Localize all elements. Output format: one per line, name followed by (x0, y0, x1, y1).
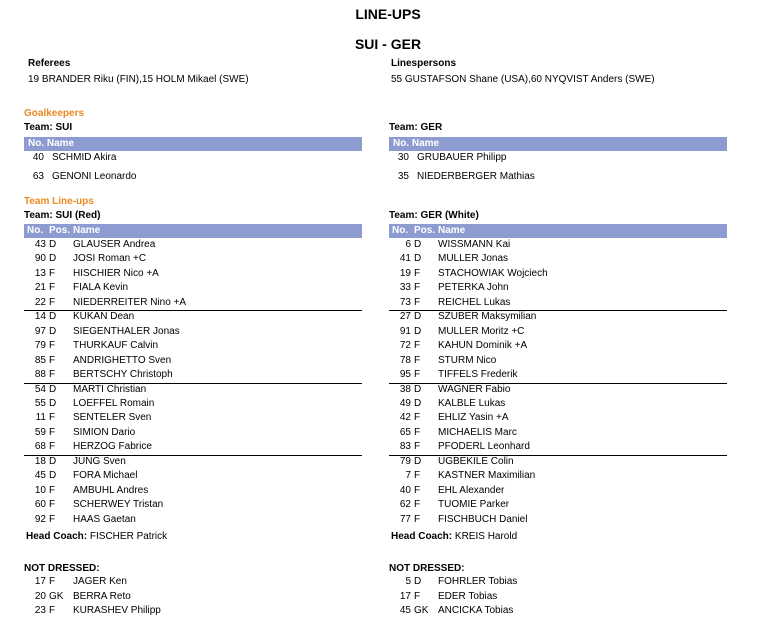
goalkeepers-heading: Goalkeepers (24, 108, 85, 119)
not-dressed-row (389, 590, 727, 604)
lineup-row (24, 440, 362, 454)
lineup-row (389, 383, 727, 397)
player-number: 49 (399, 397, 411, 409)
player-number: 79 (399, 455, 411, 467)
player-name: REICHEL Lukas (438, 296, 511, 308)
player-position: F (414, 296, 421, 308)
lineup-row (389, 339, 727, 353)
player-position: D (414, 455, 422, 467)
player-number: 6 (405, 239, 411, 250)
player-number: 18 (34, 455, 46, 467)
player-position: F (49, 576, 56, 587)
lineup-row (389, 354, 727, 368)
player-position: F (414, 340, 421, 352)
lineup-row (24, 252, 362, 266)
player-position: D (414, 253, 422, 265)
lineup-row (389, 368, 727, 382)
player-number: 95 (399, 369, 411, 381)
player-number: 5 (405, 576, 411, 587)
player-number: 59 (34, 426, 46, 438)
player-name: EHLIZ Yasin +A (438, 412, 509, 424)
player-position: D (49, 239, 57, 250)
lineup-row (389, 498, 727, 512)
player-position: F (414, 513, 421, 525)
player-position: D (414, 397, 422, 409)
lineup-row (24, 411, 362, 425)
head-coach-label: Head Coach: (391, 531, 453, 542)
player-name: PFODERL Leonhard (438, 441, 530, 453)
lineup-row (24, 296, 362, 310)
player-name: STACHOWIAK Wojciech (438, 267, 548, 279)
player-number: 63 (32, 171, 44, 182)
player-number: 13 (34, 267, 46, 279)
lineup-team-ger: Team: GER (White) (389, 210, 479, 221)
not-dressed-label-sui: NOT DRESSED: (24, 563, 100, 574)
lineup-row (389, 469, 727, 483)
header-no: No. (392, 225, 409, 236)
lineups-heading: Team Line-ups (24, 196, 94, 207)
not-dressed-label-ger: NOT DRESSED: (389, 563, 465, 574)
player-name: FORA Michael (73, 470, 138, 482)
player-name: WAGNER Fabio (438, 383, 511, 395)
player-number: 40 (399, 484, 411, 496)
player-name: MICHAELIS Marc (438, 426, 517, 438)
player-number: 65 (399, 426, 411, 438)
player-position: F (49, 605, 56, 616)
player-name: BERRA Reto (73, 590, 131, 602)
player-number: 22 (34, 296, 46, 308)
player-position: D (414, 383, 422, 395)
player-position: F (414, 590, 421, 602)
match-title: SUI - GER (354, 36, 422, 52)
goalkeeper-row (28, 151, 366, 165)
lineup-row (24, 339, 362, 353)
lineup-row (389, 426, 727, 440)
player-position: F (49, 354, 56, 366)
player-position: F (414, 470, 421, 482)
lineup-row (389, 484, 727, 498)
player-position: D (414, 239, 422, 250)
player-name: KAHUN Dominik +A (438, 340, 528, 352)
player-position: F (49, 513, 56, 525)
player-position: D (49, 455, 57, 467)
player-name: JAGER Ken (73, 576, 127, 587)
player-number: 62 (399, 499, 411, 511)
player-name: ANCICKA Tobias (438, 605, 514, 616)
player-position: F (49, 412, 56, 424)
lineup-row (389, 325, 727, 339)
player-name: GRUBAUER Philipp (417, 152, 507, 163)
player-name: SCHERWEY Tristan (73, 499, 164, 511)
lineup-row (24, 325, 362, 339)
not-dressed-row (24, 575, 362, 589)
lineup-row (24, 469, 362, 483)
player-position: D (49, 311, 57, 323)
player-position: F (414, 412, 421, 424)
player-name: WISSMANN Kai (438, 239, 511, 250)
player-position: GK (414, 605, 429, 616)
player-position: F (49, 282, 56, 294)
lineup-header-sui (24, 224, 362, 238)
lineup-header-ger (389, 224, 727, 238)
player-number: 38 (399, 383, 411, 395)
player-number: 88 (34, 369, 46, 381)
player-number: 97 (34, 325, 46, 337)
player-name: FISCHBUCH Daniel (438, 513, 528, 525)
player-name: SCHMID Akira (52, 152, 117, 163)
player-number: 11 (35, 412, 46, 424)
player-name: GLAUSER Andrea (73, 239, 156, 250)
player-number: 23 (34, 605, 46, 616)
player-name: SZUBER Maksymilian (438, 311, 537, 323)
player-number: 33 (399, 282, 411, 294)
lineup-row (24, 513, 362, 527)
player-position: F (49, 426, 56, 438)
player-name: MULLER Moritz +C (438, 325, 525, 337)
player-number: 7 (405, 470, 411, 482)
lineup-row (389, 310, 727, 324)
player-number: 14 (34, 311, 46, 323)
head-coach-ger (391, 531, 517, 542)
lineup-row (24, 455, 362, 469)
player-position: F (414, 426, 421, 438)
player-position: F (49, 340, 56, 352)
not-dressed-row (389, 575, 727, 589)
player-number: 42 (399, 412, 411, 424)
header-name: Name (438, 225, 466, 236)
player-number: 35 (397, 171, 409, 182)
header-no: No. (27, 225, 44, 236)
player-name: BERTSCHY Christoph (73, 369, 173, 381)
head-coach-label: Head Coach: (26, 531, 88, 542)
player-name: KUKAN Dean (73, 311, 135, 323)
gk-team-ger: Team: GER (389, 122, 443, 133)
goalkeeper-row (393, 170, 731, 184)
goalkeeper-row (393, 151, 731, 165)
header-pos: Pos. (49, 225, 71, 236)
player-name: KALBLE Lukas (438, 397, 506, 409)
player-name: SIEGENTHALER Jonas (73, 325, 180, 337)
player-position: F (414, 484, 421, 496)
head-coach-sui (26, 531, 167, 542)
player-position: F (49, 369, 56, 381)
lineup-row (389, 281, 727, 295)
referees-label: Referees (28, 58, 71, 69)
player-name: HAAS Gaetan (73, 513, 136, 525)
player-position: D (414, 576, 422, 587)
player-name: JOSI Roman +C (73, 253, 147, 265)
header-pos: Pos. (414, 225, 436, 236)
player-number: 17 (399, 590, 411, 602)
player-position: D (49, 325, 57, 337)
lineup-row (389, 397, 727, 411)
player-number: 40 (32, 152, 44, 163)
player-position: F (414, 354, 421, 366)
page-title: LINE-UPS (355, 6, 421, 22)
player-position: F (49, 267, 56, 279)
player-name: JUNG Sven (73, 455, 126, 467)
lineup-row (24, 426, 362, 440)
player-number: 17 (34, 576, 46, 587)
gk-header-label: No. Name (393, 138, 440, 149)
lineup-row (389, 411, 727, 425)
player-number: 79 (34, 340, 46, 352)
player-number: 55 (34, 397, 46, 409)
player-number: 21 (34, 282, 46, 294)
player-name: MULLER Jonas (438, 253, 509, 265)
player-name: NIEDERREITER Nino +A (73, 296, 187, 308)
player-name: KASTNER Maximilian (438, 470, 536, 482)
lineup-row (24, 484, 362, 498)
player-position: F (414, 441, 421, 453)
player-position: D (414, 311, 422, 323)
header-name: Name (73, 225, 101, 236)
gk-header-ger (389, 137, 727, 151)
player-number: 72 (399, 340, 411, 352)
lineup-row (389, 252, 727, 266)
player-name: STURM Nico (438, 354, 497, 366)
not-dressed-row (24, 604, 362, 618)
lineup-row (24, 397, 362, 411)
lineup-row (389, 440, 727, 454)
player-position: D (49, 397, 57, 409)
player-number: 41 (399, 253, 411, 265)
player-number: 54 (34, 383, 46, 395)
player-name: ANDRIGHETTO Sven (73, 354, 172, 366)
lineup-row (389, 455, 727, 469)
player-number: 45 (399, 605, 411, 616)
player-name: TIFFELS Frederik (438, 369, 518, 381)
player-name: EDER Tobias (438, 590, 498, 602)
player-number: 85 (34, 354, 46, 366)
player-number: 90 (34, 253, 46, 265)
linespersons-label: Linespersons (391, 58, 457, 69)
lineup-row (24, 281, 362, 295)
player-position: F (414, 282, 421, 294)
player-number: 92 (34, 513, 46, 525)
gk-team-sui: Team: SUI (24, 122, 73, 133)
player-position: F (49, 441, 56, 453)
player-number: 10 (34, 484, 46, 496)
player-position: F (414, 267, 421, 279)
player-position: F (49, 484, 56, 496)
player-name: SIMION Dario (73, 426, 136, 438)
player-name: NIEDERBERGER Mathias (417, 171, 535, 182)
not-dressed-row (24, 590, 362, 604)
player-name: SENTELER Sven (73, 412, 152, 424)
player-position: F (49, 296, 56, 308)
lineup-row (24, 310, 362, 324)
lineup-row (389, 267, 727, 281)
lineup-row (24, 498, 362, 512)
player-name: EHL Alexander (438, 484, 505, 496)
player-number: 68 (34, 441, 46, 453)
player-name: AMBUHL Andres (73, 484, 149, 496)
player-number: 91 (399, 325, 411, 337)
lineup-row (389, 513, 727, 527)
head-coach-name: KREIS Harold (454, 531, 518, 542)
player-number: 27 (399, 311, 411, 323)
lineup-row (24, 238, 362, 252)
lineup-row (389, 296, 727, 310)
player-number: 78 (399, 354, 411, 366)
player-number: 83 (399, 441, 411, 453)
player-name: GENONI Leonardo (52, 171, 137, 182)
player-number: 77 (399, 513, 411, 525)
lineup-row (24, 267, 362, 281)
player-position: D (49, 383, 57, 395)
lineup-row (24, 368, 362, 382)
player-name: FIALA Kevin (73, 282, 129, 294)
player-position: D (49, 470, 57, 482)
player-name: HERZOG Fabrice (73, 441, 152, 453)
player-position: F (414, 369, 421, 381)
gk-header-sui (24, 137, 362, 151)
goalkeeper-row (28, 170, 366, 184)
lineup-row (24, 383, 362, 397)
not-dressed-row (389, 604, 727, 618)
player-position: D (414, 325, 422, 337)
player-name: TUOMIE Parker (438, 499, 510, 511)
player-position: D (49, 253, 57, 265)
player-name: LOEFFEL Romain (73, 397, 155, 409)
player-number: 73 (399, 296, 411, 308)
player-name: UGBEKILE Colin (438, 455, 514, 467)
player-position: GK (49, 590, 64, 602)
player-number: 45 (34, 470, 46, 482)
player-position: F (414, 499, 421, 511)
gk-header-label: No. Name (28, 138, 75, 149)
player-number: 43 (34, 239, 46, 250)
player-name: HISCHIER Nico +A (73, 267, 159, 279)
lineup-row (24, 354, 362, 368)
linespersons-value: 55 GUSTAFSON Shane (USA),60 NYQVIST Anders (SWE) (391, 74, 655, 85)
player-name: THURKAUF Calvin (73, 340, 159, 352)
player-number: 20 (34, 590, 46, 602)
lineup-row (389, 238, 727, 252)
lineup-team-sui: Team: SUI (Red) (24, 210, 101, 221)
player-name: PETERKA John (438, 282, 509, 294)
player-number: 30 (397, 152, 409, 163)
player-name: KURASHEV Philipp (73, 605, 161, 616)
player-name: MARTI Christian (73, 383, 147, 395)
player-number: 19 (399, 267, 411, 279)
head-coach-name: FISCHER Patrick (89, 531, 168, 542)
player-name: FOHRLER Tobias (438, 576, 518, 587)
player-number: 60 (34, 499, 46, 511)
referees-value: 19 BRANDER Riku (FIN),15 HOLM Mikael (SWE) (28, 74, 249, 85)
player-position: F (49, 499, 56, 511)
